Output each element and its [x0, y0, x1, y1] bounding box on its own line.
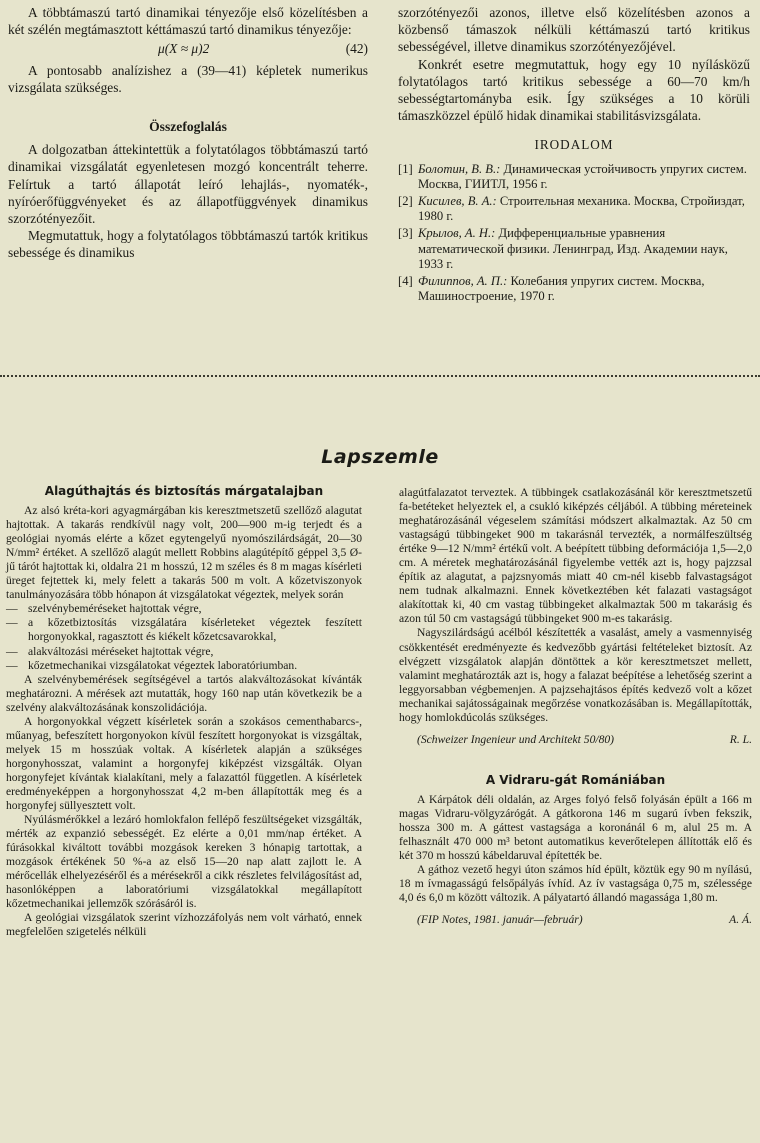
paragraph: Nagyszilárdságú acélból készítették a vasalást, amely a vasmennyiség csökkentését eredményezte és kedvezőbb gyártási feltételeket biztosít. Az elvégzett vizsgálatok alapján döntöttek a kör keresztmetszet mellett, valamint meghatározták azt is, hogy a falazat beépítése a lehetőség szerint a leggyorsabban végbemenjen. A pajzsehajtásos építés kedvező volt a kőzet mechanikai sajátosságainak megőrzése vonatkozásában is. Megállapították, hogy homlokdúcolás szükséges.: [399, 626, 752, 724]
reference-author: Филиппов, А. П.:: [418, 273, 508, 288]
paragraph: Az alsó kréta-kori agyagmárgában kis keresztmetszetű szellőző alagutat hajtottak. A takarás rendkívül nagy volt, 200—900 m-ig terjedt és a geológiai nyomás elérte a kőzet egytengelyű nyomószilárdságát, 20—30 N/mm² értéket. A szellőző alagút mellett Robbins alagútépítő géppel 3,5 Ø-jű tárót hajtottak ki, oldalra 21 m hosszú, 12 m széles és 8 m magas kísérleti üreget fejtettek ki, mely felett a takarás 500 m volt. A kőzetviszonyok tanulmányozására több hónapon át vizsgálatokat végeztek, melyek során: [6, 504, 362, 602]
bullet-item: — szelvénybeméréseket hajtottak végre,: [6, 602, 362, 616]
source-citation: (FIP Notes, 1981. január—február): [417, 913, 583, 927]
reference-item: [398, 274, 750, 305]
paragraph: Nyúlásmérőkkel a lezáró homlokfalon fellépő feszültségeket vizsgálták, mérték az expanzió sebességét. Ez elérte a 0,01 mm/nap értéket. A fúrásokkal kiváltott további mozgások kereken 3 hónapig tartottak, a mozgások értékének 50 %-a az első 15—20 nap alatt zajlott le. A mérőcellák elhelyezéséről és a mérésekről a cikk részletes felvilágosítást ad, hasonlóképpen a laboratóriumi vizsgálatokkal megállapított kőzetmechanikai jellemzők szórásáról is.: [6, 813, 362, 911]
paragraph: A dolgozatban áttekintettük a folytatólagos többtámaszú tartó dinamikai vizsgálatát egyenletesen mozgó koncentrált teherre. Felírtuk a tartó állapotát leíró lehajlás-, nyomaték-, nyíróerőfüggvényeket és az állapotfüggvények dinamikus szorzótényezőit.: [8, 142, 368, 227]
paragraph: A gáthoz vezető hegyi úton számos híd épült, köztük egy 90 m nyílású, 18 m ívmagasságú felsőpályás ívhíd. Az ív vastagsága 0,75 m, szélessége 4,0 és 6,0 m között változik. A pályatartó állandó magassága 1,80 m.: [399, 863, 752, 905]
author-initials: R. L.: [729, 732, 752, 746]
reference-number: [4]: [398, 273, 413, 288]
equation-expression: μ(X ≈ μ)2: [158, 41, 210, 57]
paragraph: A Kárpátok déli oldalán, az Arges folyó felső folyásán épült a 166 m magas Vidraru-völgyzárógát. A gátkorona 146 m sugarú ívben fekszik, hossza 300 m. A gáttest vastagsága a koronánál 6 m, alul 25 m. A felhasznált 470 000 m³ betont automatikus keverőtelepen állították elő és két 370 m hosszú kábeldaruval építették be.: [399, 792, 752, 863]
reference-number: [1]: [398, 161, 413, 176]
article-source: [399, 733, 752, 747]
section-heading: Összefoglalás: [149, 119, 227, 135]
article-title: Alagúthajtás és biztosítás márgatalajban: [44, 484, 324, 498]
source-citation: (Schweizer Ingenieur und Architekt 50/80): [417, 732, 615, 746]
bullet-text: a kőzetbiztosítás vizsgálatára kísérleteket végeztek feszített horgonyokkal, ragasztott és kiékelt kőzetcsavarokkal,: [28, 616, 362, 644]
reference-text: Дифференциальные уравнения математической физики. Ленинград, Изд. Академии наук, 1933 г.: [418, 226, 728, 272]
reference-text: Строительная механика. Москва, Стройиздат, 1980 г.: [418, 193, 745, 224]
paragraph: A szelvénybemérések segítségével a tartós alakváltozásokat kívánták meghatározni. A mérések azt mutatták, hogy 160 nap után következik be a szelvény alakváltozásának konszolidációja.: [6, 672, 362, 714]
reference-author: Крылов, А. Н.:: [418, 226, 496, 240]
reference-list: [398, 162, 750, 305]
paragraph: szorzótényezői azonos, illetve első közelítésben azonos a közbenső támaszok nélküli kéttámaszú tartó kritikus sebességével, illetve dinamikus szorzótényezőjével.: [398, 5, 750, 55]
paragraph: A horgonyokkal végzett kísérletek során a szokásos cementhabarcs-, műanyag, befeszített horgonyokon kívül feszített horgonyokat is vizsgáltak, melyek 15 m hosszúak voltak. A kísérletek alapján a szükséges horgonyhosszat, valamint a horgonyfej kiképzést vizsgálták. Olyan horgonyfejet kívántak kialakítani, mely a falazattól független. A kísérletek eredményeképpen a horgonyhosszat 4,2 m-ben állapították meg és a horgonyfej süllyesztett volt.: [6, 714, 362, 813]
bullet-text: kőzetmechanikai vizsgálatokat végeztek laboratóriumban.: [28, 658, 298, 672]
section-divider: [0, 375, 760, 377]
article-source: [399, 913, 752, 927]
bullet-item: — kőzetmechanikai vizsgálatokat végeztek laboratóriumban.: [6, 659, 362, 673]
reference-item: [398, 162, 750, 193]
paragraph: Konkrét esetre megmutattuk, hogy egy 10 nyílásközű folytatólagos tartó kritikus sebessége a 60—70 km/h sebességtartományba esik. Így szükséges a 10 körüli támaszközzel épülő hidak dinamikai stabilitásvizsgálata.: [398, 56, 750, 124]
bullet-item: — alakváltozási méréseket hajtottak végre,: [6, 645, 362, 659]
bottom-right-column: [399, 486, 752, 927]
paragraph: Megmutattuk, hogy a folytatólagos többtámaszú tartók kritikus sebessége és dinamikus: [8, 228, 368, 261]
reference-text: Динамическая устойчивость упругих систем. Москва, ГИИТЛ, 1956 г.: [418, 161, 747, 192]
top-left-column: [8, 4, 368, 262]
paragraph: alagútfalazatot terveztek. A tübbingek csatlakozásánál kör keresztmetszetű fa-betéteket helyeztek el, a csukló kiképzés céljából. A tübbing méreteinek meghatározásánál végeselem számítási módszert alkalmaztak. Az 50 cm vastagságú tübbingeket 900 m takarásnál tervezték, a normálfeszültség értéke 9—12 N/mm² értékű volt. A beépített tübbing deformációja 1,5—2,0 cm. A méretek meghatározásánál figyelembe vették azt is, hogy pajzzsal építik az alagutat, a pajzsnyomás miatt 40 cm-nél kisebb falvastagságot nem tudnak alkalmazni. Ennek következtében két falazati vastagságot alakítottak ki, 40 cm vastag tübbingeket alkalmaztak 500 m takarásig és azon túl 50 cm vastagságú tübbingeket 900 m-es takarásig.: [399, 486, 752, 626]
bullet-text: alakváltozási méréseket hajtottak végre,: [28, 644, 214, 658]
reference-item: [398, 226, 750, 273]
section-title: Lapszemle: [321, 446, 439, 468]
bullet-text: szelvénybeméréseket hajtottak végre,: [28, 602, 202, 616]
paragraph: A többtámaszú tartó dinamikai tényezője első közelítésben a két szélén megtámasztott kéttámaszú tartó dinamikus tényezője:: [8, 5, 368, 38]
bottom-left-column: [6, 484, 362, 940]
reference-author: Болотин, В. В.:: [418, 161, 501, 176]
paragraph: A pontosabb analízishez a (39—41) képletek numerikus vizsgálata szükséges.: [8, 62, 368, 95]
reference-item: [398, 194, 750, 225]
reference-text: Колебания упругих систем. Москва, Машиностроение, 1970 г.: [418, 273, 705, 304]
author-initials: A. Á.: [729, 913, 752, 927]
equation-number: (42): [345, 41, 368, 57]
reference-author: Кисилев, В. А.:: [418, 193, 497, 208]
article-title: A Vidraru-gát Romániában: [485, 772, 666, 787]
references-heading: IRODALOM: [534, 137, 614, 153]
paragraph: A geológiai vizsgálatok szerint vízhozzáfolyás nem volt várható, ennek megfelelően szigetelés nélküli: [6, 911, 362, 939]
top-right-column: [398, 4, 750, 306]
bullet-item: — a kőzetbiztosítás vizsgálatára kísérleteket végeztek feszített horgonyokkal, ragasztott és kiékelt kőzetcsavarokkal,: [6, 616, 362, 644]
equation: [8, 38, 368, 61]
reference-number: [2]: [398, 193, 413, 208]
reference-number: [3]: [398, 226, 413, 240]
